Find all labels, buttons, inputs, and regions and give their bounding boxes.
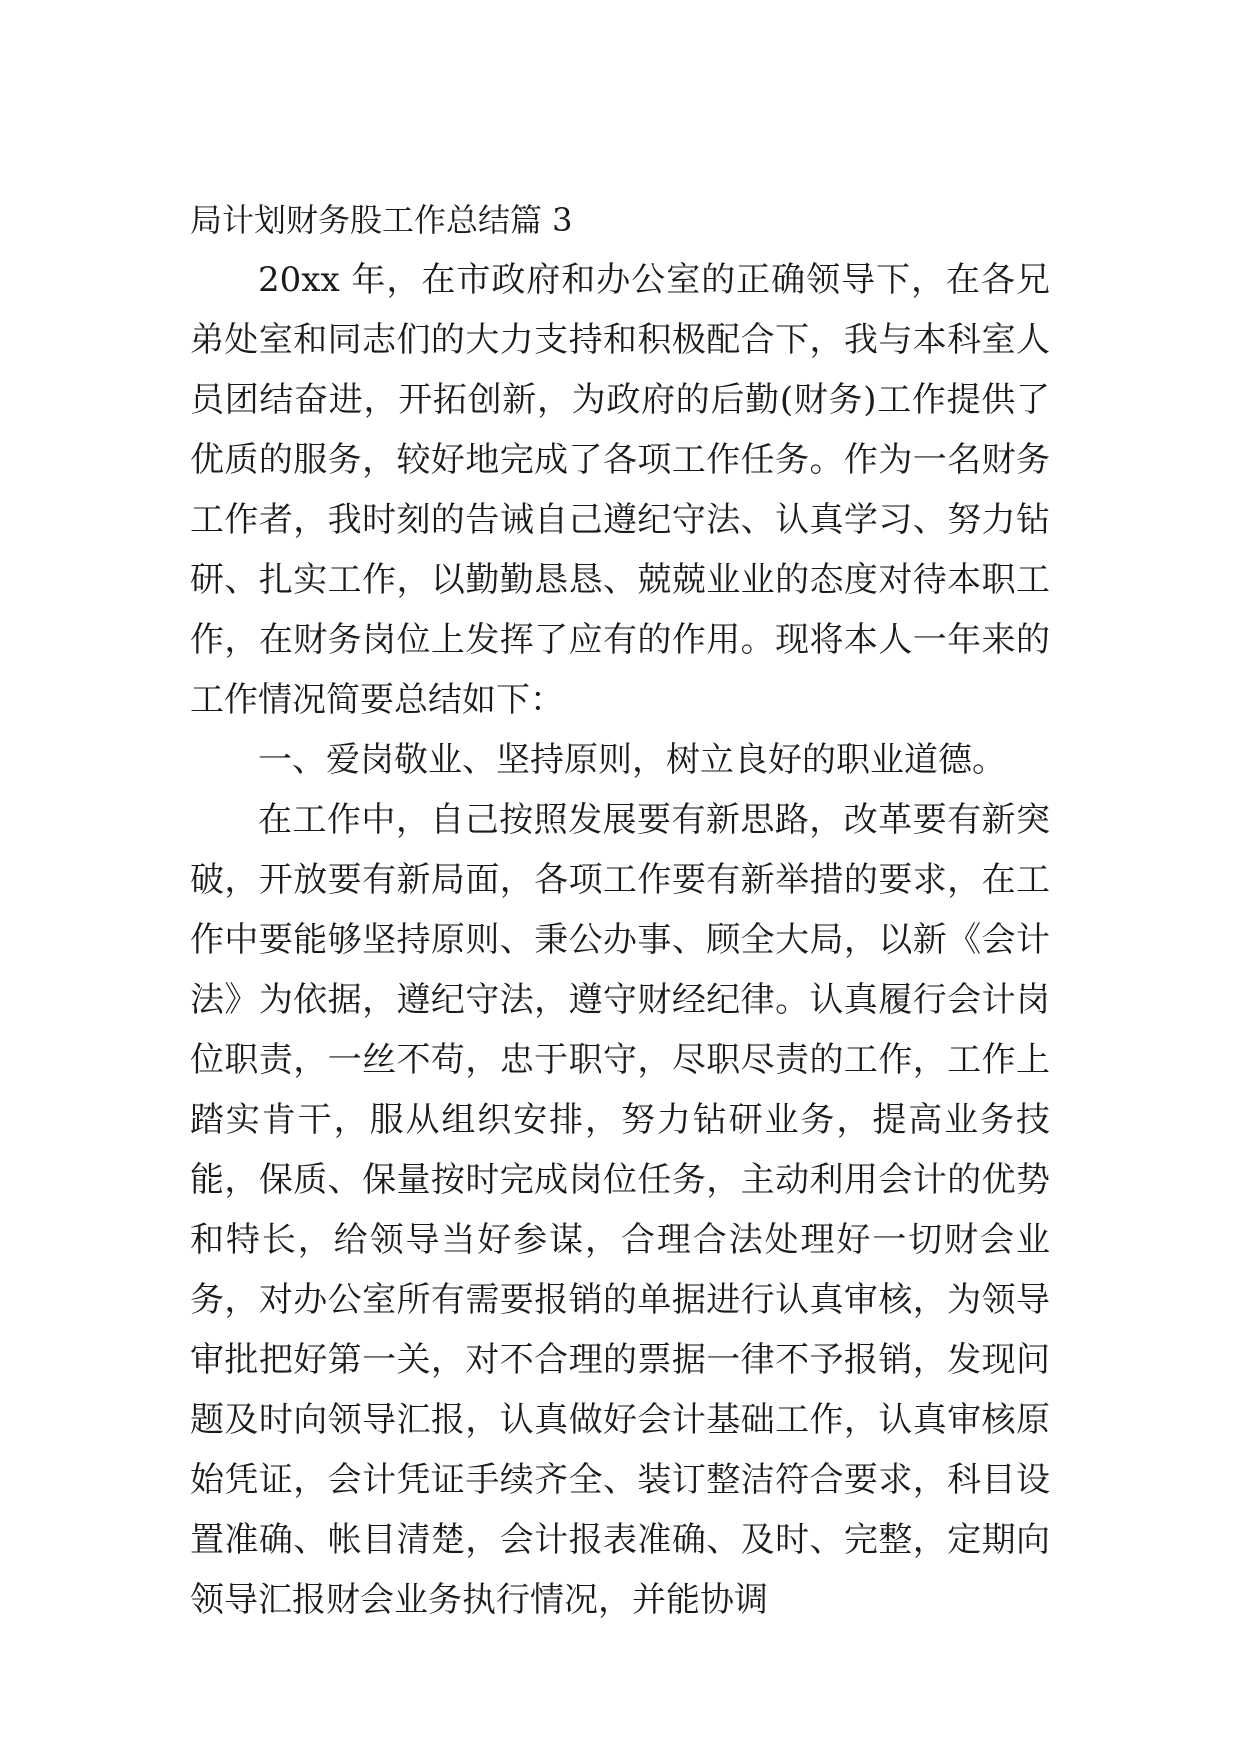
document-title: 局计划财务股工作总结篇 3 [190,201,573,239]
section-heading-1: 一、爱岗敬业、坚持原则，树立良好的职业道德。 [258,740,1006,780]
document-body [190,190,1050,1630]
paragraph-section-1: 在工作中，自己按照发展要有新思路，改革要有新突破，开放要有新局面，各项工作要有新举措的要求，在工作中要能够坚持原则、秉公办事、顾全大局，以新《会计法》为依据，遵纪守法，遵守财经纪律。认真履行会计岗位职责，一丝不苟，忠于职守，尽职尽责的工作，工作上踏实肯干，服从组织安排，努力钻研业务，提高业务技能，保质、保量按时完成岗位任务，主动利用会计的优势和特长，给领导当好参谋，合理合法处理好一切财会业务，对办公室所有需要报销的单据进行认真审核，为领导审批把好第一关，对不合理的票据一律不予报销，发现问题及时向领导汇报，认真做好会计基础工作，认真审核原始凭证，会计凭证手续齐全、装订整洁符合要求，科目设置准确、帐目清楚，会计报表准确、及时、完整，定期向领导汇报财会业务执行情况，并能协调 [190,800,1050,1620]
paragraph-intro: 20xx 年，在市政府和办公室的正确领导下，在各兄弟处室和同志们的大力支持和积极配合下，我与本科室人员团结奋进，开拓创新，为政府的后勤(财务)工作提供了优质的服务，较好地完成了各项工作任务。作为一名财务工作者，我时刻的告诫自己遵纪守法、认真学习、努力钻研、扎实工作，以勤勤恳恳、兢兢业业的态度对待本职工作，在财务岗位上发挥了应有的作用。现将本人一年来的工作情况简要总结如下： [190,260,1050,720]
